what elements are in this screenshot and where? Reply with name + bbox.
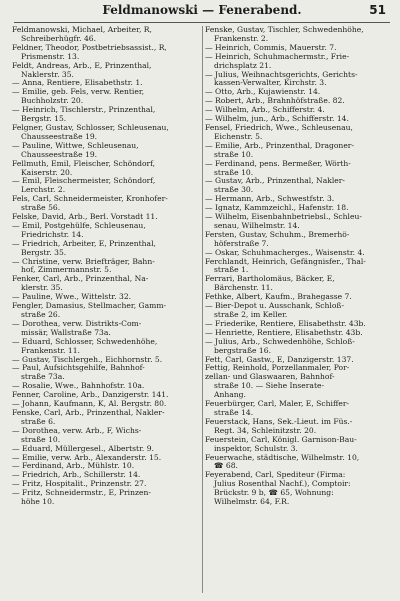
directory-entry: — Eduard, Schlosser, Schwedenhöhe, bbox=[12, 337, 158, 346]
entry-continuation: Brückstr. 9 b, ☎ 65, Wohnung: bbox=[214, 489, 334, 498]
directory-entry: Fensel, Friedrich, Wwe., Schleusenau, bbox=[205, 123, 353, 132]
directory-entry: — Ferdinand, pens. Bermeßer, Wörth- bbox=[205, 159, 351, 168]
directory-entry: — Emilie, Arb., Prinzenthal, Dragoner- bbox=[205, 141, 355, 150]
entry-continuation: Schreiberhügfr. 46. bbox=[21, 34, 97, 43]
entry-continuation: Bärchenstr. 11. bbox=[214, 284, 273, 293]
directory-entry: — Anna, Rentiere, Elisabethstr. 1. bbox=[12, 79, 143, 88]
entry-continuation: missär, Wallstraße 73a. bbox=[21, 328, 111, 337]
entry-continuation: hof, Zimmermannstr. 5. bbox=[21, 266, 112, 275]
directory-entry: Feyerabend, Carl, Spediteur (Firma: bbox=[205, 471, 346, 480]
entry-continuation: Regt. 34, Schleinitzstr. 20. bbox=[214, 426, 317, 435]
directory-entry: Fenner, Caroline, Arb., Danzigerstr. 141. bbox=[12, 391, 169, 400]
directory-entry: — Friederike, Rentiere, Elisabethstr. 43b. bbox=[205, 319, 366, 328]
entry-continuation: Julius Rosenthal Nachf.), Comptoir: bbox=[214, 480, 351, 489]
directory-entry: — Heinrich, Tischlerstr., Prinzenthal, bbox=[12, 106, 156, 115]
entry-continuation: klerstr. 35. bbox=[21, 284, 63, 293]
directory-entry: — Heinrich, Commis, Mauerstr. 7. bbox=[205, 43, 337, 52]
entry-continuation: straße 73a. bbox=[21, 373, 65, 382]
directory-entry: Felgner, Gustav, Schlosser, Schleusenau, bbox=[12, 123, 169, 132]
directory-entry: — Emil, Postgehülfe, Schleusenau, bbox=[12, 221, 146, 230]
directory-entry: Felske, David, Arb., Berl. Vorstadt 11. bbox=[12, 213, 158, 222]
directory-entry: — Dorothea, verw. Arb., F, Wichs- bbox=[12, 426, 142, 435]
directory-entry: — Hermann, Arb., Schwestfstr. 3. bbox=[205, 195, 335, 204]
directory-entry: Fenske, Gustav, Tischler, Schwedenhöhe, bbox=[205, 26, 364, 34]
directory-entry: — Pauline, Wwe., Wittelstr. 32. bbox=[12, 293, 132, 302]
entry-continuation: straße 10. bbox=[214, 168, 254, 177]
entry-continuation: Buchholzstr. 20. bbox=[21, 97, 84, 106]
entry-continuation: Chausseestraße 19. bbox=[21, 150, 98, 159]
entry-continuation: kassen-Verwalter, Kirchstr. 3. bbox=[214, 79, 327, 88]
directory-entry: — Oskar, Schuhmacherges., Waisenstr. 4. bbox=[205, 248, 365, 257]
directory-entry: — Fritz, Schneidermstr., E, Prinzen- bbox=[12, 489, 151, 498]
directory-entry: — Emilie, verw. Arb., Alexanderstr. 15. bbox=[12, 453, 162, 462]
entry-continuation: straße 14. bbox=[214, 408, 254, 417]
entry-continuation: Kaiserstr. 20. bbox=[21, 168, 73, 177]
header-title: Feldmanowski — Fenerabend. bbox=[102, 3, 302, 17]
directory-entry: — Emilie, geb. Fels, verw. Rentier, bbox=[12, 88, 145, 97]
directory-entry: Fersten, Gustav, Schuhm., Bremerhö- bbox=[205, 230, 350, 239]
entry-continuation: Naklerstr. 35. bbox=[21, 70, 74, 79]
directory-entry: Feldmanowski, Michael, Arbeiter, R, bbox=[12, 26, 152, 34]
directory-entry: — Gustav, Arb., Prinzenthal, Nakler- bbox=[205, 177, 345, 186]
entry-continuation: Frankenstr. 11. bbox=[21, 346, 80, 355]
directory-entry: — Henriette, Rentiere, Elisabethstr. 43b. bbox=[205, 328, 363, 337]
directory-entry: — Emil, Fleischermeister, Schöndorf, bbox=[12, 177, 156, 186]
entry-continuation: Anhang. bbox=[214, 391, 246, 400]
directory-entry: Ferchlandt, Heinrich, Gefängnisfer., Thal- bbox=[205, 257, 366, 266]
directory-entry: Feuerwache, städtische, Wilhelmstr. 10, bbox=[205, 453, 360, 462]
directory-entry: — Robert, Arb., Brahnhöfstraße. 82. bbox=[205, 97, 345, 106]
directory-entry: Ferrari, Bartholomäus, Bäcker, E, bbox=[205, 275, 335, 284]
directory-entry: — Ignatz, Kammzeichl., Hafenstr. 18. bbox=[205, 204, 349, 213]
entry-continuation: Bergstr. 15. bbox=[21, 115, 67, 124]
directory-entry: — Wilhelm, jun., Arb., Schifferstr. 14. bbox=[205, 115, 349, 124]
directory-entry: Feuerstein, Carl, Königl. Garnison-Bau- bbox=[205, 435, 357, 444]
entry-continuation: ☎ 68. bbox=[214, 462, 238, 471]
directory-entry: — Rosalie, Wwe., Bahnhofstr. 10a. bbox=[12, 382, 145, 391]
directory-entry: — Pauline, Wittwe, Schleusenau, bbox=[12, 141, 139, 150]
entry-continuation: Frankenstr. 2. bbox=[214, 34, 269, 43]
directory-entry: Fengler, Damasius, Stellmacher, Gamm- bbox=[12, 302, 167, 311]
entry-continuation: drichsplatz 21. bbox=[214, 61, 272, 70]
entry-continuation: Wilhelmstr. 64, F.R. bbox=[214, 498, 290, 507]
entry-continuation: Prismenstr. 13. bbox=[21, 52, 80, 61]
running-header bbox=[14, 3, 390, 21]
entry-continuation: straße 10. — Siehe Inserate- bbox=[214, 382, 325, 391]
entry-continuation: bergstraße 16. bbox=[214, 346, 272, 355]
entry-continuation: höferstraße 7. bbox=[214, 239, 269, 248]
directory-entry: — Friedrich, Arbeiter, E, Prinzenthal, bbox=[12, 239, 156, 248]
entry-continuation: inspektor, Schulstr. 3. bbox=[214, 444, 298, 453]
directory-entry: Feuerstack, Hans, Sek.-Lieut. im Füs.- bbox=[205, 417, 353, 426]
directory-entry: Feuerbürger, Carl, Maler, E, Schiffer- bbox=[205, 400, 350, 409]
header-rule bbox=[14, 22, 390, 23]
column-divider bbox=[202, 26, 203, 593]
entry-continuation: Lerchstr. 2. bbox=[21, 186, 66, 195]
entry-continuation: Bergstr. 35. bbox=[21, 248, 67, 257]
directory-entry: — Johann, Kaufmann, K, Al. Bergstr. 80. bbox=[12, 400, 167, 409]
entry-continuation: straße 30. bbox=[214, 186, 254, 195]
entry-continuation: Friedrichstr. 14. bbox=[21, 230, 84, 239]
directory-entry: — Wilhelm, Eisenbahnbetriebsl., Schleu- bbox=[205, 213, 362, 222]
directory-entry: Fenske, Carl, Arb., Prinzenthal, Nakler- bbox=[12, 408, 165, 417]
directory-entry: — Bier-Depot u. Ausschank, Schloß- bbox=[205, 302, 345, 311]
left-column bbox=[12, 26, 202, 597]
directory-entry: Fethke, Albert, Kaufm., Brahegasse 7. bbox=[205, 293, 352, 302]
directory-entry: — Christine, verw. Briefträger, Bahn- bbox=[12, 257, 155, 266]
entry-continuation: höhe 10. bbox=[21, 498, 55, 507]
entry-continuation: straße 6. bbox=[21, 417, 56, 426]
entry-continuation: straße 10. bbox=[21, 435, 61, 444]
directory-entry: — Julius, Weihnachtsgerichts, Gerichts- bbox=[205, 70, 358, 79]
directory-entry: — Gustav, Tischlergeh., Eichhornstr. 5. bbox=[12, 355, 163, 364]
directory-entry: Feldt, Andreas, Arb., E, Prinzenthal, bbox=[12, 61, 152, 70]
entry-continuation: straße 1. bbox=[214, 266, 249, 275]
entry-continuation: Eichenstr. 5. bbox=[214, 132, 263, 141]
directory-entry: Fellmuth, Emil, Fleischer, Schöndorf, bbox=[12, 159, 156, 168]
directory-entry: — Wilhelm, Arb., Schifferstr. 4. bbox=[205, 106, 325, 115]
directory-entry: zellan- und Glaswaaren, Bahnhof- bbox=[205, 373, 335, 382]
right-column bbox=[205, 26, 393, 597]
entry-continuation: Chausseestraße 19. bbox=[21, 132, 98, 141]
directory-entry: Fett, Carl, Gastw., E, Danzigerstr. 137. bbox=[205, 355, 354, 364]
directory-entry: — Dorothea, verw. Distrikts-Com- bbox=[12, 319, 142, 328]
directory-entry: — Heinrich, Schuhmachermstr., Frie- bbox=[205, 52, 350, 61]
entry-continuation: straße 26. bbox=[21, 311, 61, 319]
directory-entry: Fenker, Carl, Arb., Prinzenthal, Na- bbox=[12, 275, 149, 284]
directory-entry: Fels, Carl, Schneidermeister, Kronhofer- bbox=[12, 195, 168, 204]
directory-entry: — Friedrich, Arb., Schillerstr. 14. bbox=[12, 471, 141, 480]
directory-entry: — Otto, Arb., Kujawienstr. 14. bbox=[205, 88, 321, 97]
directory-entry: Fettig, Reinhold, Porzellanmaler, Por- bbox=[205, 364, 350, 373]
directory-entry: — Ferdinand, Arb., Mühlstr. 10. bbox=[12, 462, 135, 471]
entry-continuation: straße 56. bbox=[21, 204, 61, 213]
entry-continuation: senau, Wilhelmstr. 14. bbox=[214, 221, 300, 230]
directory-entry: — Julius, Arb., Schwedenhöhe, Schloß- bbox=[205, 337, 355, 346]
directory-entry: — Fritz, Hospitalit., Prinzenstr. 27. bbox=[12, 480, 147, 489]
directory-entry: — Paul, Aufsichtsgehilfe, Bahnhof- bbox=[12, 364, 145, 373]
entry-continuation: straße 2, im Keller. bbox=[214, 311, 288, 319]
directory-entry: — Eduard, Müllergesel., Albertstr. 9. bbox=[12, 444, 154, 453]
page-number: 51 bbox=[369, 3, 386, 17]
directory-entry: Feldner, Theodor, Postbetriebsassist., R, bbox=[12, 43, 167, 52]
entry-continuation: straße 10. bbox=[214, 150, 254, 159]
